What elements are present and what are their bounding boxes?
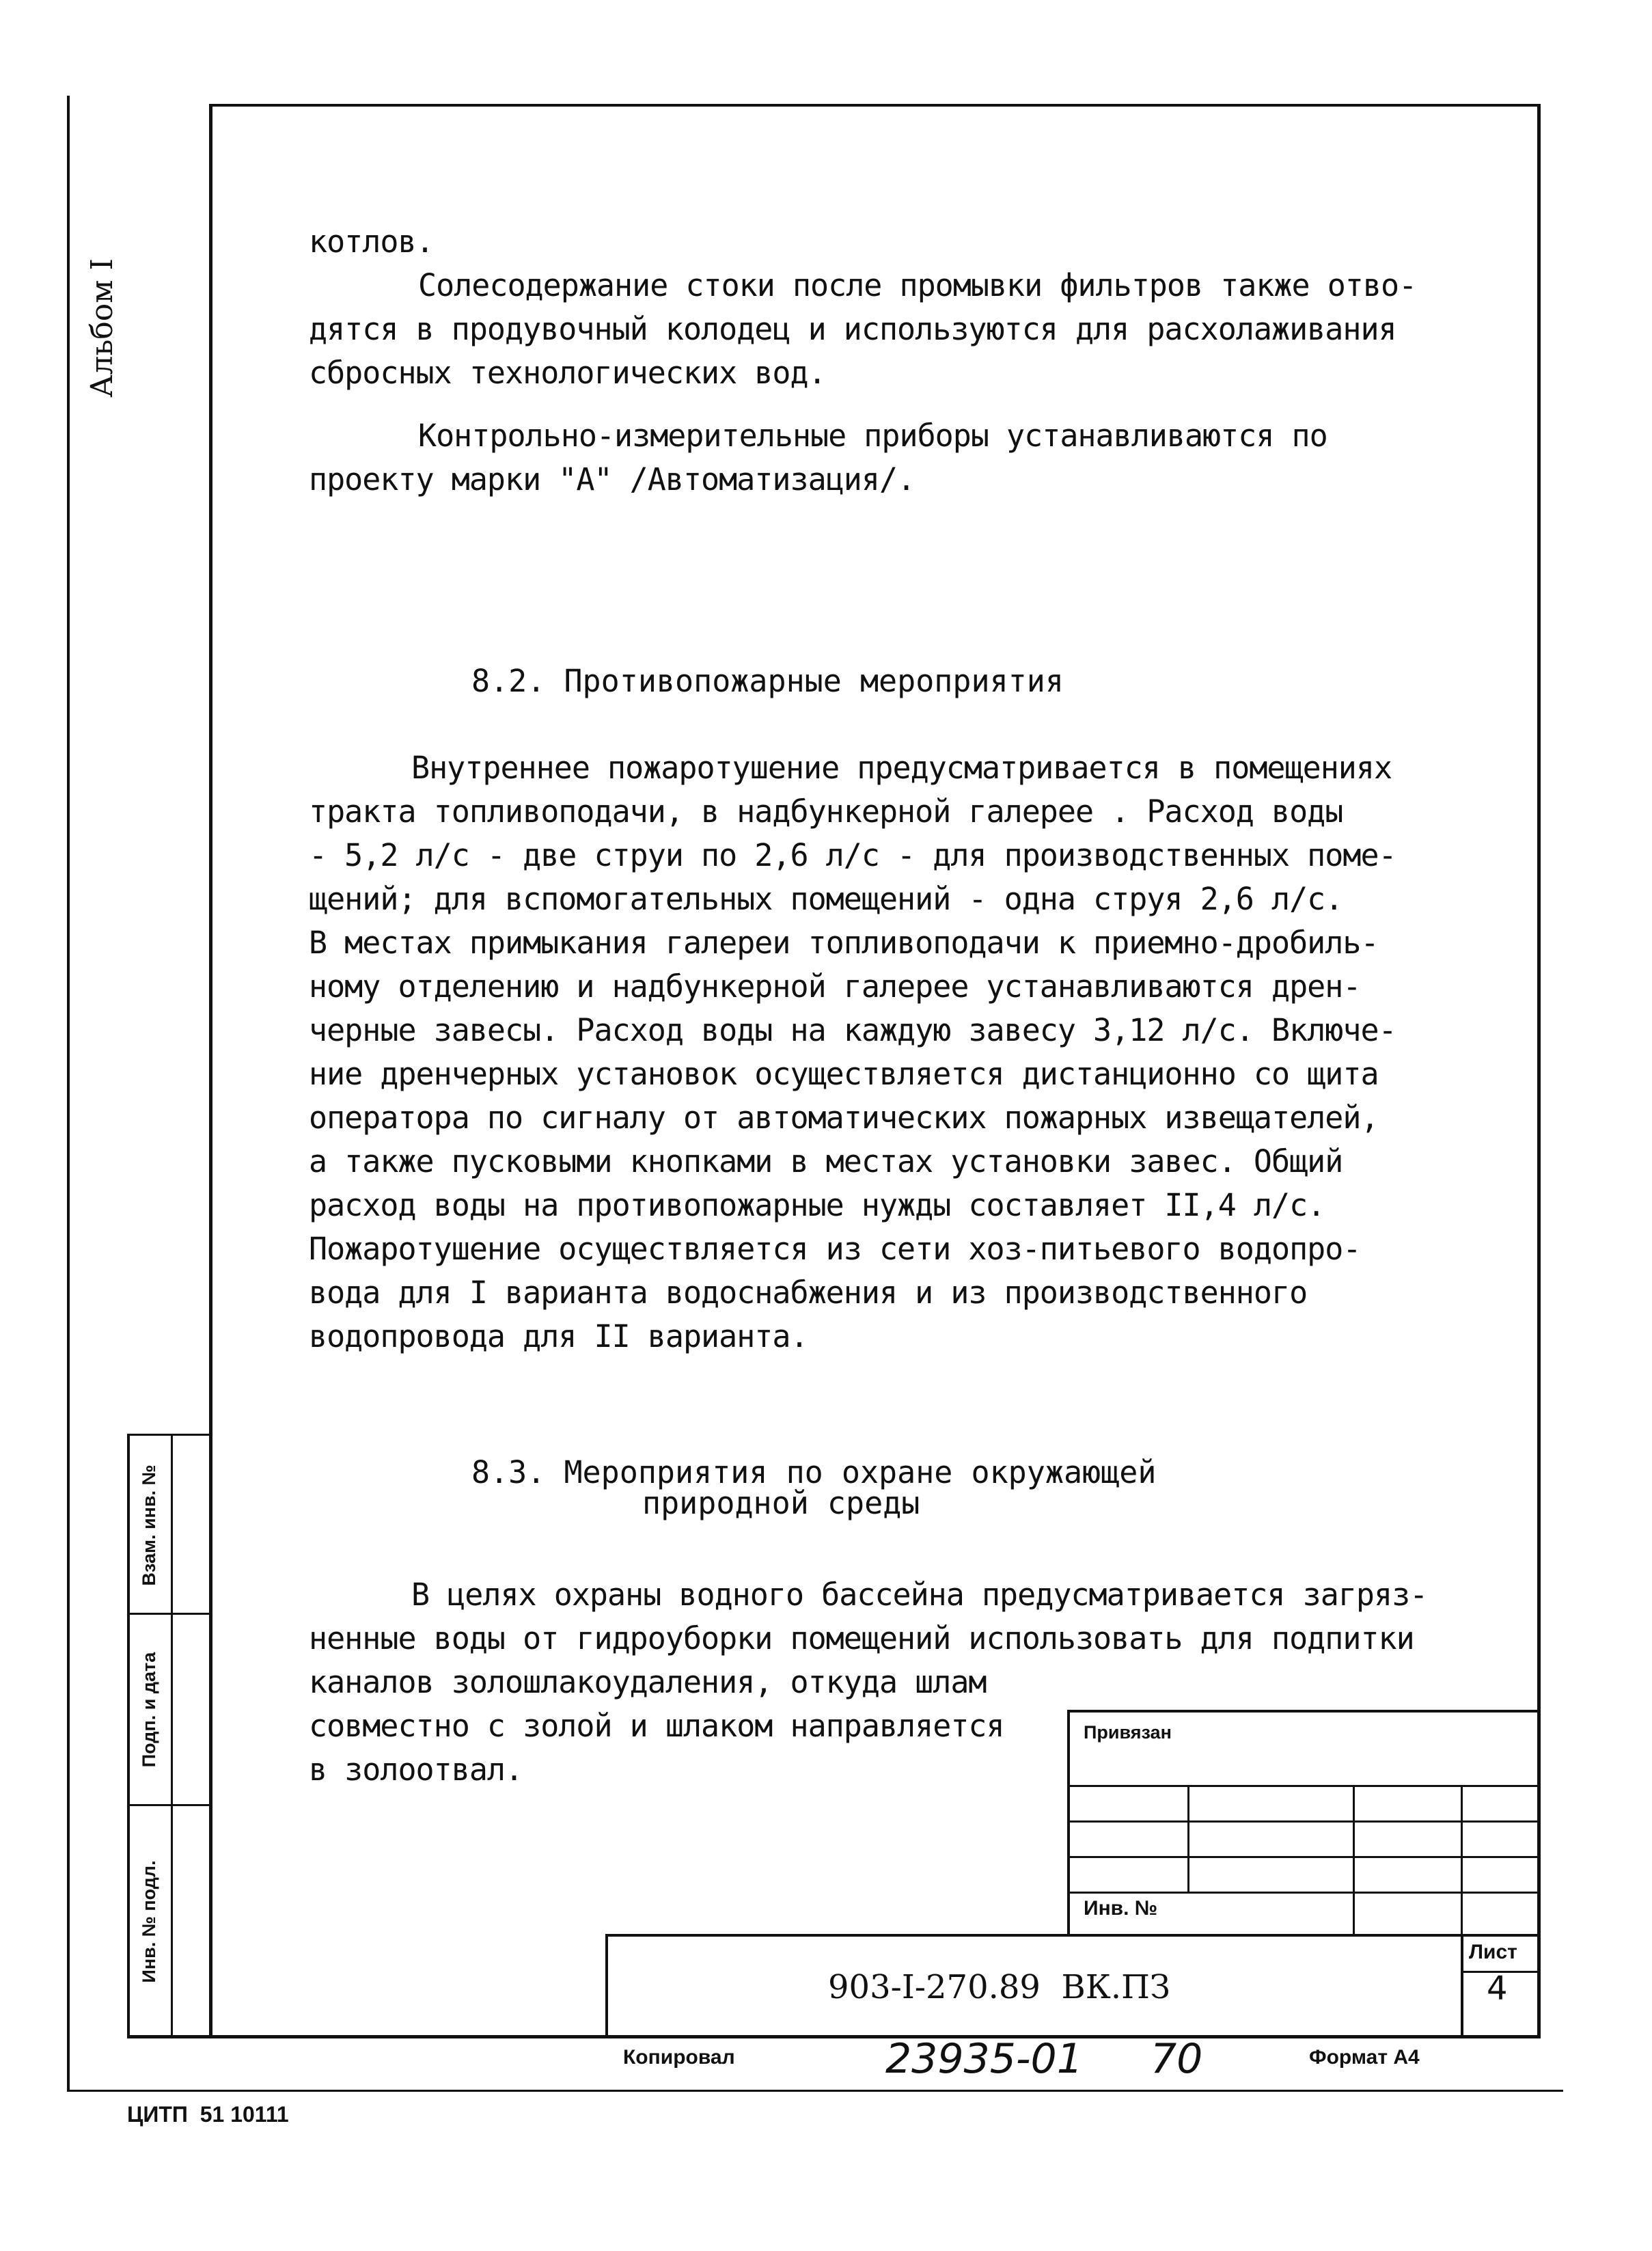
code-block-divider — [1461, 1934, 1463, 2036]
text-line: дятся в продувочный колодец и используются для расхолаживания — [309, 311, 1396, 347]
text-line: сбросных технологических вод. — [309, 355, 826, 391]
text-line: щений; для вспомогательных помещений - одна струя 2,6 л/с. — [309, 881, 1343, 917]
stamp-row4 — [1067, 1892, 1540, 1894]
text-line: - 5,2 л/с - две струи по 2,6 л/с - для производственных поме- — [309, 837, 1396, 873]
text-line: расход воды на противопожарные нужды составляет II,4 л/с. — [309, 1187, 1325, 1223]
frame-right — [1537, 104, 1541, 2038]
ciitp-label: ЦИТП 51 10111 — [127, 2102, 289, 2127]
text-line: ному отделению и надбункерной галерее устанавливаются дрен- — [309, 968, 1361, 1005]
stamp-left — [1067, 1710, 1070, 1935]
side-stamp-div1 — [127, 1613, 212, 1615]
stamp-row3 — [1067, 1856, 1540, 1858]
inv-no-label: Инв. № — [1084, 1897, 1158, 1920]
frame-left — [209, 104, 212, 2038]
text-line: совместно с золой и шлаком направляется — [309, 1708, 1004, 1744]
text-line: В целях охраны водного бассейна предусматривается загряз- — [411, 1577, 1428, 1613]
code-block-left — [605, 1934, 608, 2036]
text-line: котлов. — [309, 223, 434, 260]
section-8-3-text — [309, 1573, 1427, 1792]
stamp-col2 — [1353, 1785, 1355, 1935]
podp-data-label: Подп. и дата — [139, 1652, 159, 1768]
text-line: ненные воды от гидроуборки помещений использовать для подпитки — [309, 1620, 1414, 1656]
heading-line: природной среды — [642, 1485, 920, 1521]
text-line: Солесодержание стоки после промывки фильтров также отво- — [418, 267, 1417, 303]
code-block-top — [605, 1934, 1541, 1937]
order-number: 23935-01 — [885, 2035, 1083, 2083]
text-line: в золоотвал. — [309, 1751, 523, 1788]
privyazan-label: Привязан — [1084, 1722, 1172, 1743]
section-8-3-heading — [471, 1454, 1156, 1521]
frame-top — [209, 104, 1540, 107]
text-line: Контрольно-измерительные приборы устанавливаются по — [418, 418, 1327, 454]
vzam-inv-label: Взам. инв. № — [139, 1464, 159, 1586]
list-number: 4 — [1487, 1969, 1508, 2008]
stamp-row1 — [1067, 1785, 1540, 1787]
text-line: а также пусковыми кнопками в местах установки завес. Общий — [309, 1143, 1343, 1179]
section-8-2-heading: 8.2. Противопожарные мероприятия — [471, 663, 1064, 699]
text-line: каналов золошлакоудаления, откуда шлам — [309, 1664, 987, 1700]
stamp-col3 — [1461, 1785, 1463, 1935]
text-line: Пожаротушение осуществляется из сети хоз-питьевого водопро- — [309, 1231, 1361, 1267]
text-line: Внутреннее пожаротушение предусматривается в помещениях — [411, 750, 1392, 786]
copy-number: 70 — [1151, 2035, 1203, 2083]
text-line: водопровода для II варианта. — [309, 1318, 808, 1354]
kopiroval-label: Копировал — [623, 2046, 735, 2069]
side-stamp-left — [127, 1435, 130, 2036]
heading-line: 8.3. Мероприятия по охране окружающей — [471, 1454, 1157, 1490]
inv-podl-label: Инв. № подл. — [139, 1860, 159, 1983]
frame-bottom — [127, 2035, 1541, 2038]
text-line: вода для I варианта водоснабжения и из производственного — [309, 1274, 1308, 1311]
section-8-2-text — [309, 746, 1396, 1359]
paragraph-kotlov — [309, 220, 434, 264]
text-line: проекту марки "А" /Автоматизация/. — [309, 461, 916, 497]
text-line: тракта топливоподачи, в надбункерной галерее . Расход воды — [309, 793, 1343, 830]
side-stamp-top — [127, 1434, 212, 1436]
side-stamp-mid — [171, 1435, 173, 2036]
paragraph-solesoderzhanie — [309, 264, 1416, 395]
doc-code: 903-I-270.89 ВК.ПЗ — [828, 1968, 1170, 2006]
bottom-margin-line — [67, 2090, 1563, 2092]
side-stamp-div2 — [127, 1804, 212, 1806]
text-line: черные завесы. Расход воды на каждую завесу 3,12 л/с. Включе- — [309, 1012, 1396, 1048]
list-label: Лист — [1469, 1941, 1517, 1963]
paragraph-kip — [309, 414, 1327, 502]
stamp-top — [1067, 1710, 1540, 1713]
text-line: В местах примыкания галереи топливоподачи к приемно-дробиль- — [309, 925, 1379, 961]
text-line: оператора по сигналу от автоматических пожарных извещателей, — [309, 1100, 1379, 1136]
album-label — [82, 226, 123, 431]
left-margin-line — [67, 96, 70, 2091]
text-line: ние дренчерных установок осуществляется дистанционно со щита — [309, 1056, 1379, 1092]
stamp-row2 — [1067, 1820, 1540, 1823]
format-label: Формат А4 — [1309, 2046, 1420, 2069]
album-label-text: Альбом I — [85, 258, 120, 398]
stamp-col1 — [1187, 1785, 1189, 1892]
